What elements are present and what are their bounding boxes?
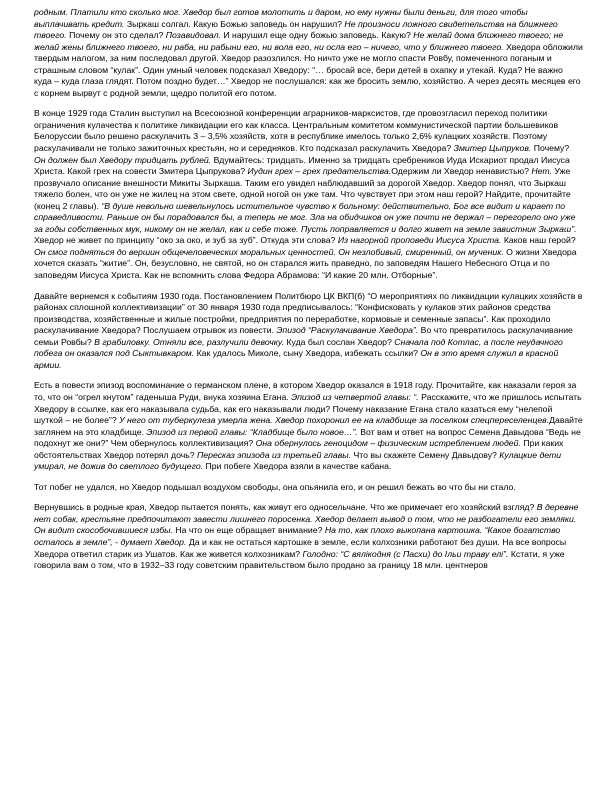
italic-run: Она обернулось геноцидом – физическим истреблением людей. (255, 438, 521, 449)
italic-run: Иудин грех – грех предательства. (247, 166, 392, 177)
italic-run: Нет. (531, 166, 552, 177)
italic-run: Не произноси ложного свидетельства на ближнего твоего. (34, 18, 558, 41)
text-run: Что вы скажете Семену Давыдову? (351, 449, 500, 460)
text-run: Куда был сослан Хведор? (284, 336, 395, 347)
italic-run: В грабиловку. Отняли все, разлучили девочку. (94, 336, 285, 347)
italic-run: Кулацкие дети умирал, не дожив до светлого будущего. (34, 449, 562, 472)
text-run: На что он еще обращает внимание? (172, 525, 325, 536)
text-run: Вот вам и ответ на вопрос Семена Давыдова “Ведь не подохнут же они?” Чем обернулось коллективизация? (34, 426, 581, 449)
italic-run: Из нагорной проповеди Иисуса Христа. (337, 235, 502, 246)
text-run: Вернувшись в родные края, Хведор пытается понять, как живут его односельчане. Что же примечает его хозяйский взгляд? (34, 502, 537, 513)
paragraph-3 (34, 291, 583, 372)
paragraph-6 (34, 502, 583, 571)
text-run: В конце 1929 года Сталин выступил на Всесоюзной конференции аграрников-марксистов, где провозгласил переход политики ограничения кулачества к политике ликвидации его как класса. Центральным комитетом коммунистической партии большевиков Белоруссии было решено раскулачить 3 – 3,5% хозяйств, хотя в республике имелось только 2,6% кулацких хозяйств. Поэтому раскулачивали не только зажиточных крестьян, но и середняков. Кто подсказал раскулачить Хведора? (34, 108, 559, 154)
text-run: Давайте вернемся к событиям 1930 года. Постановлением Политбюро ЦК ВКП(б) “О мероприятиях по ликвидации кулацких хозяйств в районах сплошной коллективизации” от 30 января 1930 года предписывалось: “Конфисковать у кулаков этих районов средства производства, хозяйственные и жилые постройки, предприятия по переработке, кормовые и семенные запасы”. Как проходило раскулачивание Хведора? Послушаем отрывок из повести. (34, 290, 583, 336)
paragraph-5 (34, 482, 583, 494)
italic-run: На то, как плохо выкопана картошка. “Какое богатство осталось в земле”, - думает Хведор. (34, 525, 561, 547)
text-run: Зыркаш солгал. Какую Божью заповедь он нарушил? (124, 18, 345, 29)
paragraph-4 (34, 380, 583, 472)
text-run: Во что превратилось раскулачивание семьи Ровбы? (34, 325, 573, 347)
text-run: О жизни Хведора хочется сказать “житие”. Он, безусловно, не святой, но он старался жить праведно, по заповедям Нашего Небесного Отца и по заповедям Иисуса Христа. Как не вспомнить слова Федора Абрамова: “И какие 20 млн. Отборные”. (34, 246, 577, 281)
italic-run: Голодно: “С вялікодня (с Пасхи) до Ільи траву елі”. (302, 548, 509, 559)
italic-run: Эпизод из четвертой главы: “. (291, 391, 419, 402)
text-run: При побеге Хведора взяли в качестве кабана. (203, 461, 392, 472)
text-run: Хведора обложили твердым налогом, за ним последовал другой. Хведор разозлился. Но ничто уже не могло спасти Ровбу, помеченного поганым и страшным словом “кулак”. Один умный человек подсказал Хведору: “… бросай все, бери детей в охапку и утекай. Куда? Не важно куда – куда глаза глядят. Потом поздно будет…” Хведор не послушался: как же бросить землю, хозяйство. А через десять месяцев его с корнем вырвут с родной земли, щедро политой его потом. (34, 41, 583, 98)
paragraph-1 (34, 7, 583, 99)
text-run: Давайте заглянем на это кладбище. (34, 415, 583, 437)
italic-run: У него от туберкулеза умерла жена. Хведор похоронил ее на кладбище за поселком спецпереселенцев. (119, 415, 550, 426)
italic-run: Позавидовал. (165, 30, 221, 41)
italic-run: Эпизод из первой главы: “Кладбище было новое…”. (146, 426, 358, 437)
text-run: Тот побег не удался, но Хведор подышал воздухом свободы, она опьянила его, и он решил бежать во что бы ни стало. (34, 481, 516, 492)
italic-run: Он смог подняться до вершин общечеловеческих моральных ценностей. Он незлобивый, смиренный, он мученик. (34, 246, 504, 257)
text-run: Почему? (531, 143, 570, 154)
text-run: И нарушил еще одну божью заповедь. Какую? (220, 30, 414, 41)
text-run: Каков наш герой? (501, 235, 576, 246)
text-run: Кстати, я уже говорила вам о том, что в 1932–33 году советским правительством было продано за границу 18 млн. центнеров (34, 548, 565, 571)
text-run: При каких обстоятельствах Хведор потерял дочь? (34, 438, 564, 460)
italic-run: Змитер Цыпруков. (453, 143, 532, 154)
italic-run: В деревне нет собак, крестьяне предпочитают завести лишнего поросенка. Хведор делает вывод о том, что не разбогатели его земляки. Он видит скособочившиеся избы. (34, 502, 579, 536)
text-run: Есть в повести эпизод воспоминание о германском плене, в котором Хведор оказался в 1918 году. Прочитайте, как наказали героя за то, что он “огрел кнутом” гаденыша Руди, внука хозяина Егана. (34, 380, 577, 402)
italic-run: Пересказ эпизода из третьей главы. (197, 449, 352, 460)
text-run: Как удалось Миколе, сыну Хведора, избежать ссылки? (194, 348, 421, 359)
italic-run: родным. Платили кто сколько мог. Хведор был готов молотить и даром, но ему нужны были деньги, для того чтобы выплачивать кредит. (34, 7, 528, 29)
text-run: Расскажите, что же пришлось испытать Хведору в ссылке, как его наказывала судьба, как его наказывали люди? Почему наказание Егана стало казаться ему “нелепой шуткой – не более”? (34, 391, 582, 426)
italic-run: “В душе невольно шевельнулось истительное чувство к больному: действительно, Бог все видит и карает по справедливости. Раньше он бы порадовался бы, а теперь не мог. Зла на обидчиков он уже почти не держал – перегорело оно уже за годы собственных мук, никому он не желал, как и себе тоже. Пусть поправляется и долго живет на земле завистник Зыркаш”. (34, 200, 577, 234)
text-run: Одержим ли Хведор ненавистью? (391, 166, 532, 177)
text-run: Вдумайтесь: тридцать. Именно за тридцать сребреников Иуда Искариот продал Иисуса Христа. Какой грех на совести Змитера Цыпрукова? (34, 154, 570, 177)
document-page (34, 7, 583, 572)
text-run: Уже прозвучало описание внешности Микиты Зыркаша. Таким его увидел наблюдавший за дорогой Хведор. Хведор понял, что Зыркаш тяжело болен, что он уже не жилец на этом свете, одной ногой он уже там. Что чувствует при этом наш герой? Найдите, прочитайте (конец 2 главы). (34, 166, 571, 211)
text-run: Хведор не живет по принципу “око за око, и зуб за зуб”. Откуда эти слова? (34, 235, 338, 246)
text-run: Почему он это сделал? (66, 30, 166, 41)
paragraph-2 (34, 108, 583, 281)
italic-run: Сначала под Котлас, а после неудачного побега он оказался под Сыктывкаром. (34, 336, 563, 359)
italic-run: Он в это время служил в красной армии. (34, 348, 559, 370)
italic-run: Он должен был Хведору тридцать рублей. (34, 154, 212, 165)
italic-run: Не желай дома ближнего твоего; не желай жены ближнего твоего, ни раба, ни рабыни его, ни вола его, ни осла его – ничего, что у ближнего твоего. (34, 30, 564, 52)
text-run: Да и как не остаться картошке в земле, если колхозники работают без души. На все вопросы Хведора ответил старик из Ушатов. Как же живется колхозникам? (34, 536, 567, 559)
italic-run: Эпизод “Раскулачивание Хведора”. (276, 325, 419, 336)
